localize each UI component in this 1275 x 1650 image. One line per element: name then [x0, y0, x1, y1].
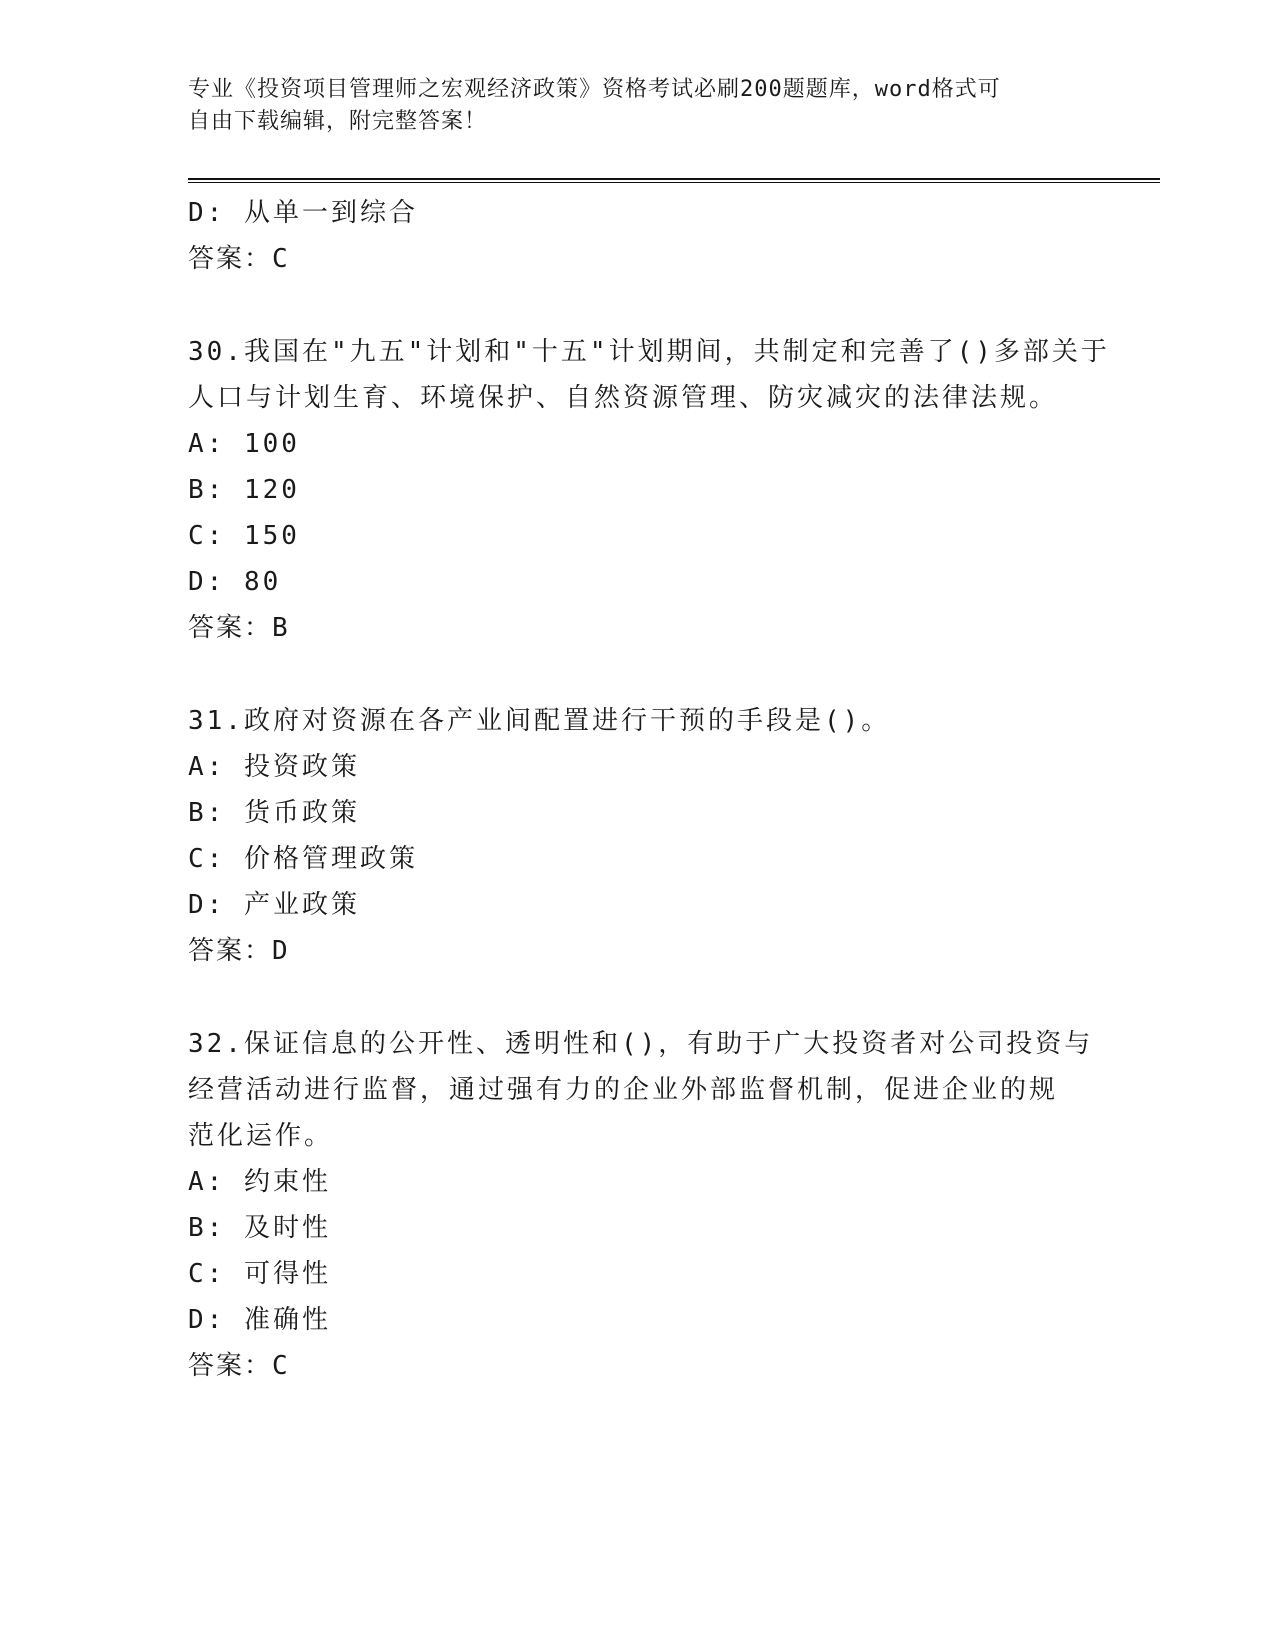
- answer-label: 答案：: [188, 1351, 273, 1381]
- option-d: D: 产业政策: [188, 890, 360, 920]
- answer-value: C: [272, 244, 290, 274]
- question-text-line: 人口与计划生育、环境保护、自然资源管理、防灾减灾的法律法规。: [188, 383, 1059, 413]
- option-d: D: 准确性: [188, 1305, 331, 1335]
- prev-answer: [188, 236, 1088, 282]
- document-header: [188, 74, 1088, 138]
- header-line-2: 自由下载编辑，附完整答案！: [188, 109, 488, 134]
- answer-line: [188, 928, 1088, 974]
- option-b: B: 货币政策: [188, 798, 360, 828]
- option-a: A: 100: [188, 429, 300, 459]
- answer-value: B: [272, 613, 290, 643]
- spacer: [188, 974, 1088, 1021]
- question-text-line: 经营活动进行监督，通过强有力的企业外部监督机制，促进企业的规: [188, 1075, 1059, 1105]
- spacer: [188, 282, 1088, 329]
- answer-line: [188, 605, 1088, 651]
- option-a: A: 投资政策: [188, 752, 360, 782]
- option-b: B: 及时性: [188, 1213, 331, 1243]
- answer-value: C: [272, 1351, 290, 1381]
- question-31: [188, 698, 1088, 974]
- question-32: [188, 1021, 1094, 1389]
- answer-label: 答案：: [188, 613, 273, 643]
- option-c: C: 150: [188, 521, 300, 551]
- prev-option-d: D: 从单一到综合: [188, 198, 418, 228]
- option-c: C: 可得性: [188, 1259, 331, 1289]
- answer-label: 答案：: [188, 244, 273, 274]
- document-body: [188, 190, 1110, 1389]
- question-text-line: 32.保证信息的公开性、透明性和()，有助于广大投资者对公司投资与: [188, 1029, 1094, 1059]
- option-d: D: 80: [188, 567, 282, 597]
- question-text-line: 范化运作。: [188, 1121, 334, 1151]
- question-text-line: 30.我国在"九五"计划和"十五"计划期间，共制定和完善了()多部关于: [188, 337, 1110, 367]
- answer-label: 答案：: [188, 936, 273, 966]
- option-c: C: 价格管理政策: [188, 844, 418, 874]
- header-line-1: 专业《投资项目管理师之宏观经济政策》资格考试必刷200题题库，word格式可: [188, 77, 1001, 102]
- header-divider: [188, 178, 1160, 183]
- spacer: [188, 651, 1088, 698]
- question-text-line: 31.政府对资源在各产业间配置进行干预的手段是()。: [188, 706, 891, 736]
- answer-value: D: [272, 936, 290, 966]
- option-a: A: 约束性: [188, 1167, 331, 1197]
- option-b: B: 120: [188, 475, 300, 505]
- question-30: [188, 329, 1110, 651]
- answer-line: [188, 1343, 1088, 1389]
